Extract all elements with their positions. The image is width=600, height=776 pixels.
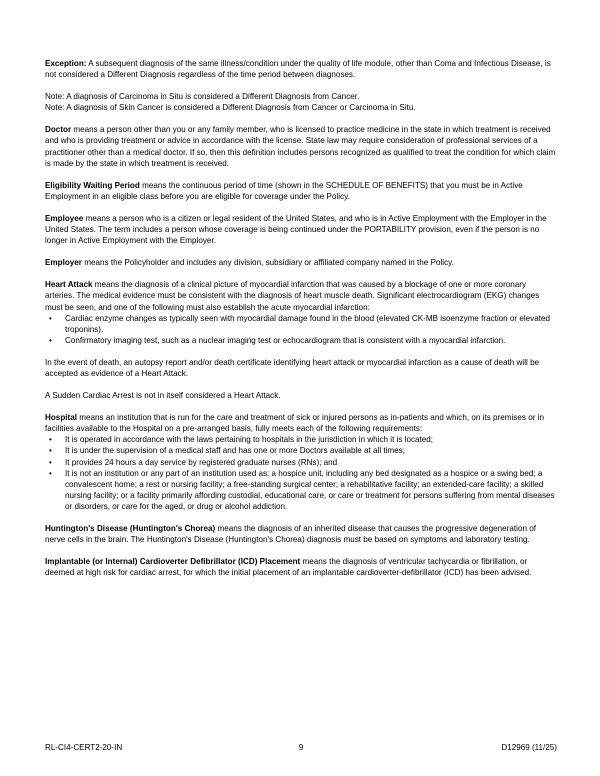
- paragraph-huntingtons-disease: [45, 523, 557, 545]
- paragraph-hospital: [45, 412, 557, 434]
- list-item: [45, 335, 557, 346]
- heart-attack-criteria-list: [45, 313, 557, 346]
- term-exception: Exception:: [45, 59, 87, 68]
- list-item: [45, 434, 557, 445]
- term-employee: Employee: [45, 213, 84, 223]
- paragraph-sudden-cardiac-arrest: A Sudden Cardiac Arrest is not in itself considered a Heart Attack.: [45, 391, 281, 401]
- footer-document-code: D12969 (11/25): [501, 743, 557, 752]
- paragraph-doctor: [45, 124, 557, 168]
- list-item-label: It provides 24 hours a day service by registered graduate nurses (RNs); and: [65, 457, 338, 467]
- list-item-label: It is under the supervision of a medical staff and has one or more Doctors available at all times;: [65, 446, 405, 456]
- footer-page-number: 9: [298, 743, 304, 752]
- list-item: [45, 468, 557, 512]
- footer-form-number: RL-CI4-CERT2-20-IN: [45, 743, 123, 752]
- term-heart-attack: Heart Attack: [45, 280, 93, 290]
- bullet-icon: •: [49, 335, 52, 345]
- page-content: [45, 58, 557, 589]
- body-doctor: means a person other than you or any family member, who is licensed to practice medicine in the state in which treatment is received and who is providing treatment or advice in accordance with the license. State law may require consideration of professional services of a practitioner other than a medical doctor. If so, then this definition includes persons recognized as qualified to treat the condition for which claim is made by the state in which treatment is received.: [45, 125, 556, 168]
- body-employer: means the Policyholder and includes any division, subsidiary or affiliated company named in the Policy.: [81, 258, 454, 268]
- term-huntingtons-disease: Huntington's Disease (Huntington's Chorea): [45, 524, 216, 533]
- body-eligibility-waiting-period: means the continuous period of time (shown in the SCHEDULE OF BENEFITS) that you must be in Active Employment in an eligible class before you are eligible for coverage under the Policy.: [45, 180, 523, 201]
- body-icd-placement: means the diagnosis of ventricular tachycardia or fibrillation, or deemed at high risk for cardiac arrest, for which the initial placement of an implantable cardioverter-defibrillator (ICD) has been advised.: [45, 557, 532, 578]
- list-item: [45, 445, 557, 456]
- bullet-icon: •: [49, 446, 52, 456]
- bullet-icon: •: [49, 468, 52, 478]
- term-hospital: Hospital: [45, 413, 78, 423]
- paragraph-heart-attack: [45, 279, 557, 312]
- paragraph-heart-attack-autopsy: In the event of death, an autopsy report and/or death certificate identifying heart attack or myocardial infarction as a cause of death will be accepted as evidence of a Heart Attack.: [45, 357, 540, 378]
- bullet-icon: •: [49, 435, 52, 445]
- body-huntingtons-disease: means the diagnosis of an inherited disease that causes the progressive degeneration of nerve cells in the brain. The Huntington's Disease (Huntington's Chorea) diagnosis must be based on symptoms and laboratory testing.: [45, 524, 536, 545]
- term-icd-placement: Implantable (or Internal) Cardioverter Defibrillator (ICD) Placement: [45, 557, 301, 567]
- hospital-requirements-list: [45, 434, 557, 512]
- bullet-icon: •: [49, 313, 52, 323]
- page-footer: [45, 742, 557, 753]
- paragraph-exception: [45, 58, 557, 80]
- list-item: [45, 457, 557, 468]
- note-skin-cancer: Note: A diagnosis of Skin Cancer is considered a Different Diagnosis from Cancer or Carcinoma in Situ.: [45, 103, 416, 113]
- paragraph-icd-placement: [45, 556, 557, 578]
- term-doctor: Doctor: [45, 125, 72, 135]
- paragraph-eligibility-waiting-period: [45, 180, 557, 202]
- body-exception: A subsequent diagnosis of the same illness/condition under the quality of life module, other than Coma and Infectious Disease, is not considered a Different Diagnosis regardless of the time period between diagnoses.: [45, 59, 551, 80]
- list-item-label: Confirmatory imaging test, such as a nuclear imaging test or echocardiogram that is consistent with a myocardial infarction.: [65, 335, 506, 345]
- paragraph-employer: [45, 257, 557, 268]
- body-employee: means a person who is a citizen or legal resident of the United States, and who is in Active Employment with the Employer in the United States. The term includes a person whose coverage is being continued under the PORTABILITY provision, even if the person is no longer in Active Employment with the Employer.: [45, 213, 547, 246]
- term-employer: Employer: [45, 258, 82, 268]
- list-item-label: It is operated in accordance with the laws pertaining to hospitals in the jurisdiction in which it is located;: [65, 435, 434, 445]
- note-carcinoma-in-situ: Note: A diagnosis of Carcinoma in Situ is considered a Different Diagnosis from Cancer.: [45, 92, 360, 102]
- paragraph-employee: [45, 213, 557, 246]
- list-item-label: It is not an institution or any part of an institution used as: a hospice unit, including any bed designated as a hospice or a swing bed; a convalescent home; a rest or nursing facility; a free-standing surgical center; a rehabilitative facility; an extended-care facility; a skilled nursing facility; or a facility primarily affording custodial, educational care, or care or treatment for persons suffering from mental diseases or disorders, or care for the aged, or drug or alcohol addiction.: [65, 468, 555, 511]
- term-eligibility-waiting-period: Eligibility Waiting Period: [45, 180, 140, 190]
- list-item: [45, 313, 557, 335]
- body-hospital: means an institution that is run for the care and treatment of sick or injured persons as in-patients and which, on its premises or in facilities available to the Hospital on a pre-arranged basis, fully meets each of the following requirements:: [45, 413, 544, 434]
- list-item-label: Cardiac enzyme changes as typically seen with myocardial damage found in the blood (elevated CK-MB isoenzyme fraction or elevated troponins).: [65, 313, 550, 334]
- bullet-icon: •: [49, 457, 52, 467]
- body-heart-attack: means the diagnosis of a clinical picture of myocardial infarction that was caused by a blockage of one or more coronary arteries. The medical evidence must be consistent with the diagnosis of heart muscle death. Significant electrocardiogram (EKG) changes must be seen, and one of the following must also establish the acute myocardial infarction:: [45, 280, 540, 312]
